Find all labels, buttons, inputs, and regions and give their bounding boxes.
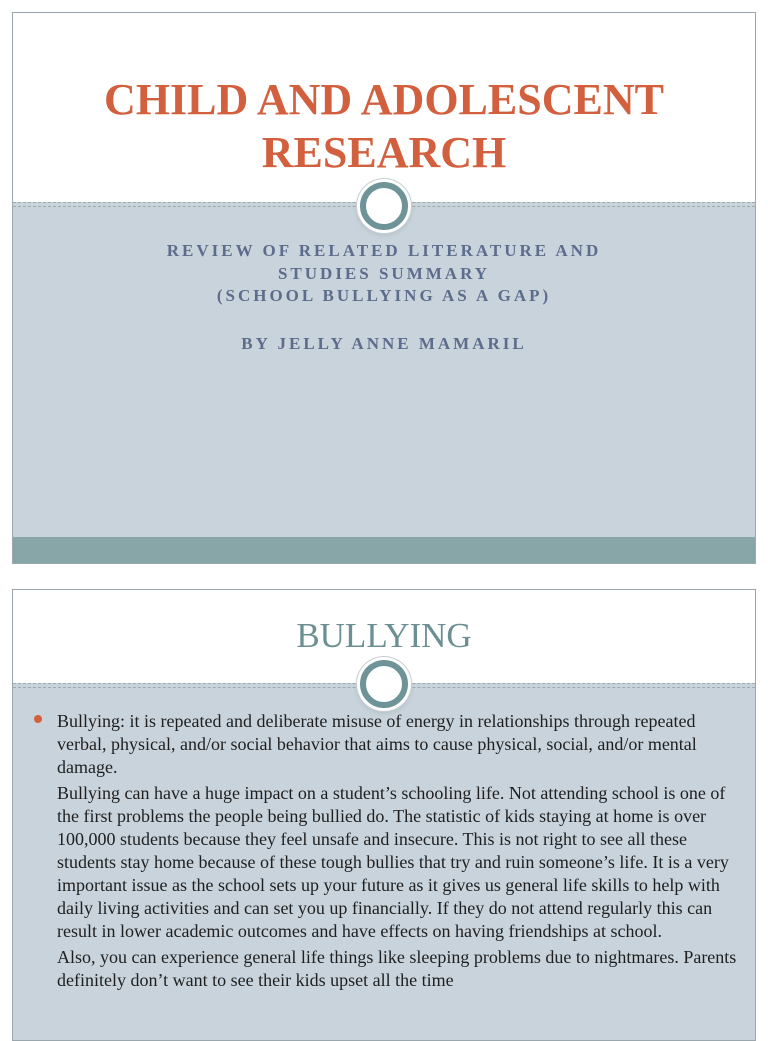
bullet-icon bbox=[34, 715, 42, 723]
slide-title: BULLYING bbox=[296, 616, 472, 655]
paragraph: Bullying can have a huge impact on a student’s schooling life. Not attending school is one of the first problems the people being bullied do. The statistic of kids staying at home is over 100,000 students because they feel unsafe and insecure. This is not right to see all these students stay home because of these tough bullies that try and ruin someone’s life. It is a very important issue as the school sets up your future as it gives us general life skills to help with daily living activities and can set you up financially. If they do not attend regularly this can result in lower academic outcomes and have effects on having friendships at school. bbox=[57, 783, 729, 941]
main-title-line-1: CHILD AND ADOLESCENT bbox=[104, 75, 664, 124]
author: BY JELLY ANNE MAMARIL bbox=[241, 333, 527, 353]
subtitle-line-2: STUDIES SUMMARY bbox=[277, 263, 491, 283]
circle-ornament-icon bbox=[360, 660, 408, 708]
subtitle-line-1: REVIEW OF RELATED LITERATURE AND bbox=[166, 241, 602, 260]
footer-band bbox=[13, 537, 755, 563]
subtitle bbox=[13, 240, 755, 355]
paragraph: Also, you can experience general life things like sleeping problems due to nightmares. Parents definitely don’t want to see their kids upset all the time bbox=[57, 947, 737, 990]
main-title bbox=[13, 73, 755, 179]
circle-ornament-icon bbox=[360, 182, 408, 230]
title-slide bbox=[12, 12, 756, 564]
body-text bbox=[57, 710, 737, 995]
main-title-line-2: RESEARCH bbox=[261, 128, 507, 177]
title-area bbox=[13, 13, 755, 202]
subtitle-line-3: (SCHOOL BULLYING AS A GAP) bbox=[216, 286, 552, 305]
bullying-slide bbox=[12, 589, 756, 1041]
paragraph: Bullying: it is repeated and deliberate misuse of energy in relationships through repeated verbal, physical, and/or social behavior that aims to cause physical, social, and/or mental damage. bbox=[57, 711, 697, 777]
